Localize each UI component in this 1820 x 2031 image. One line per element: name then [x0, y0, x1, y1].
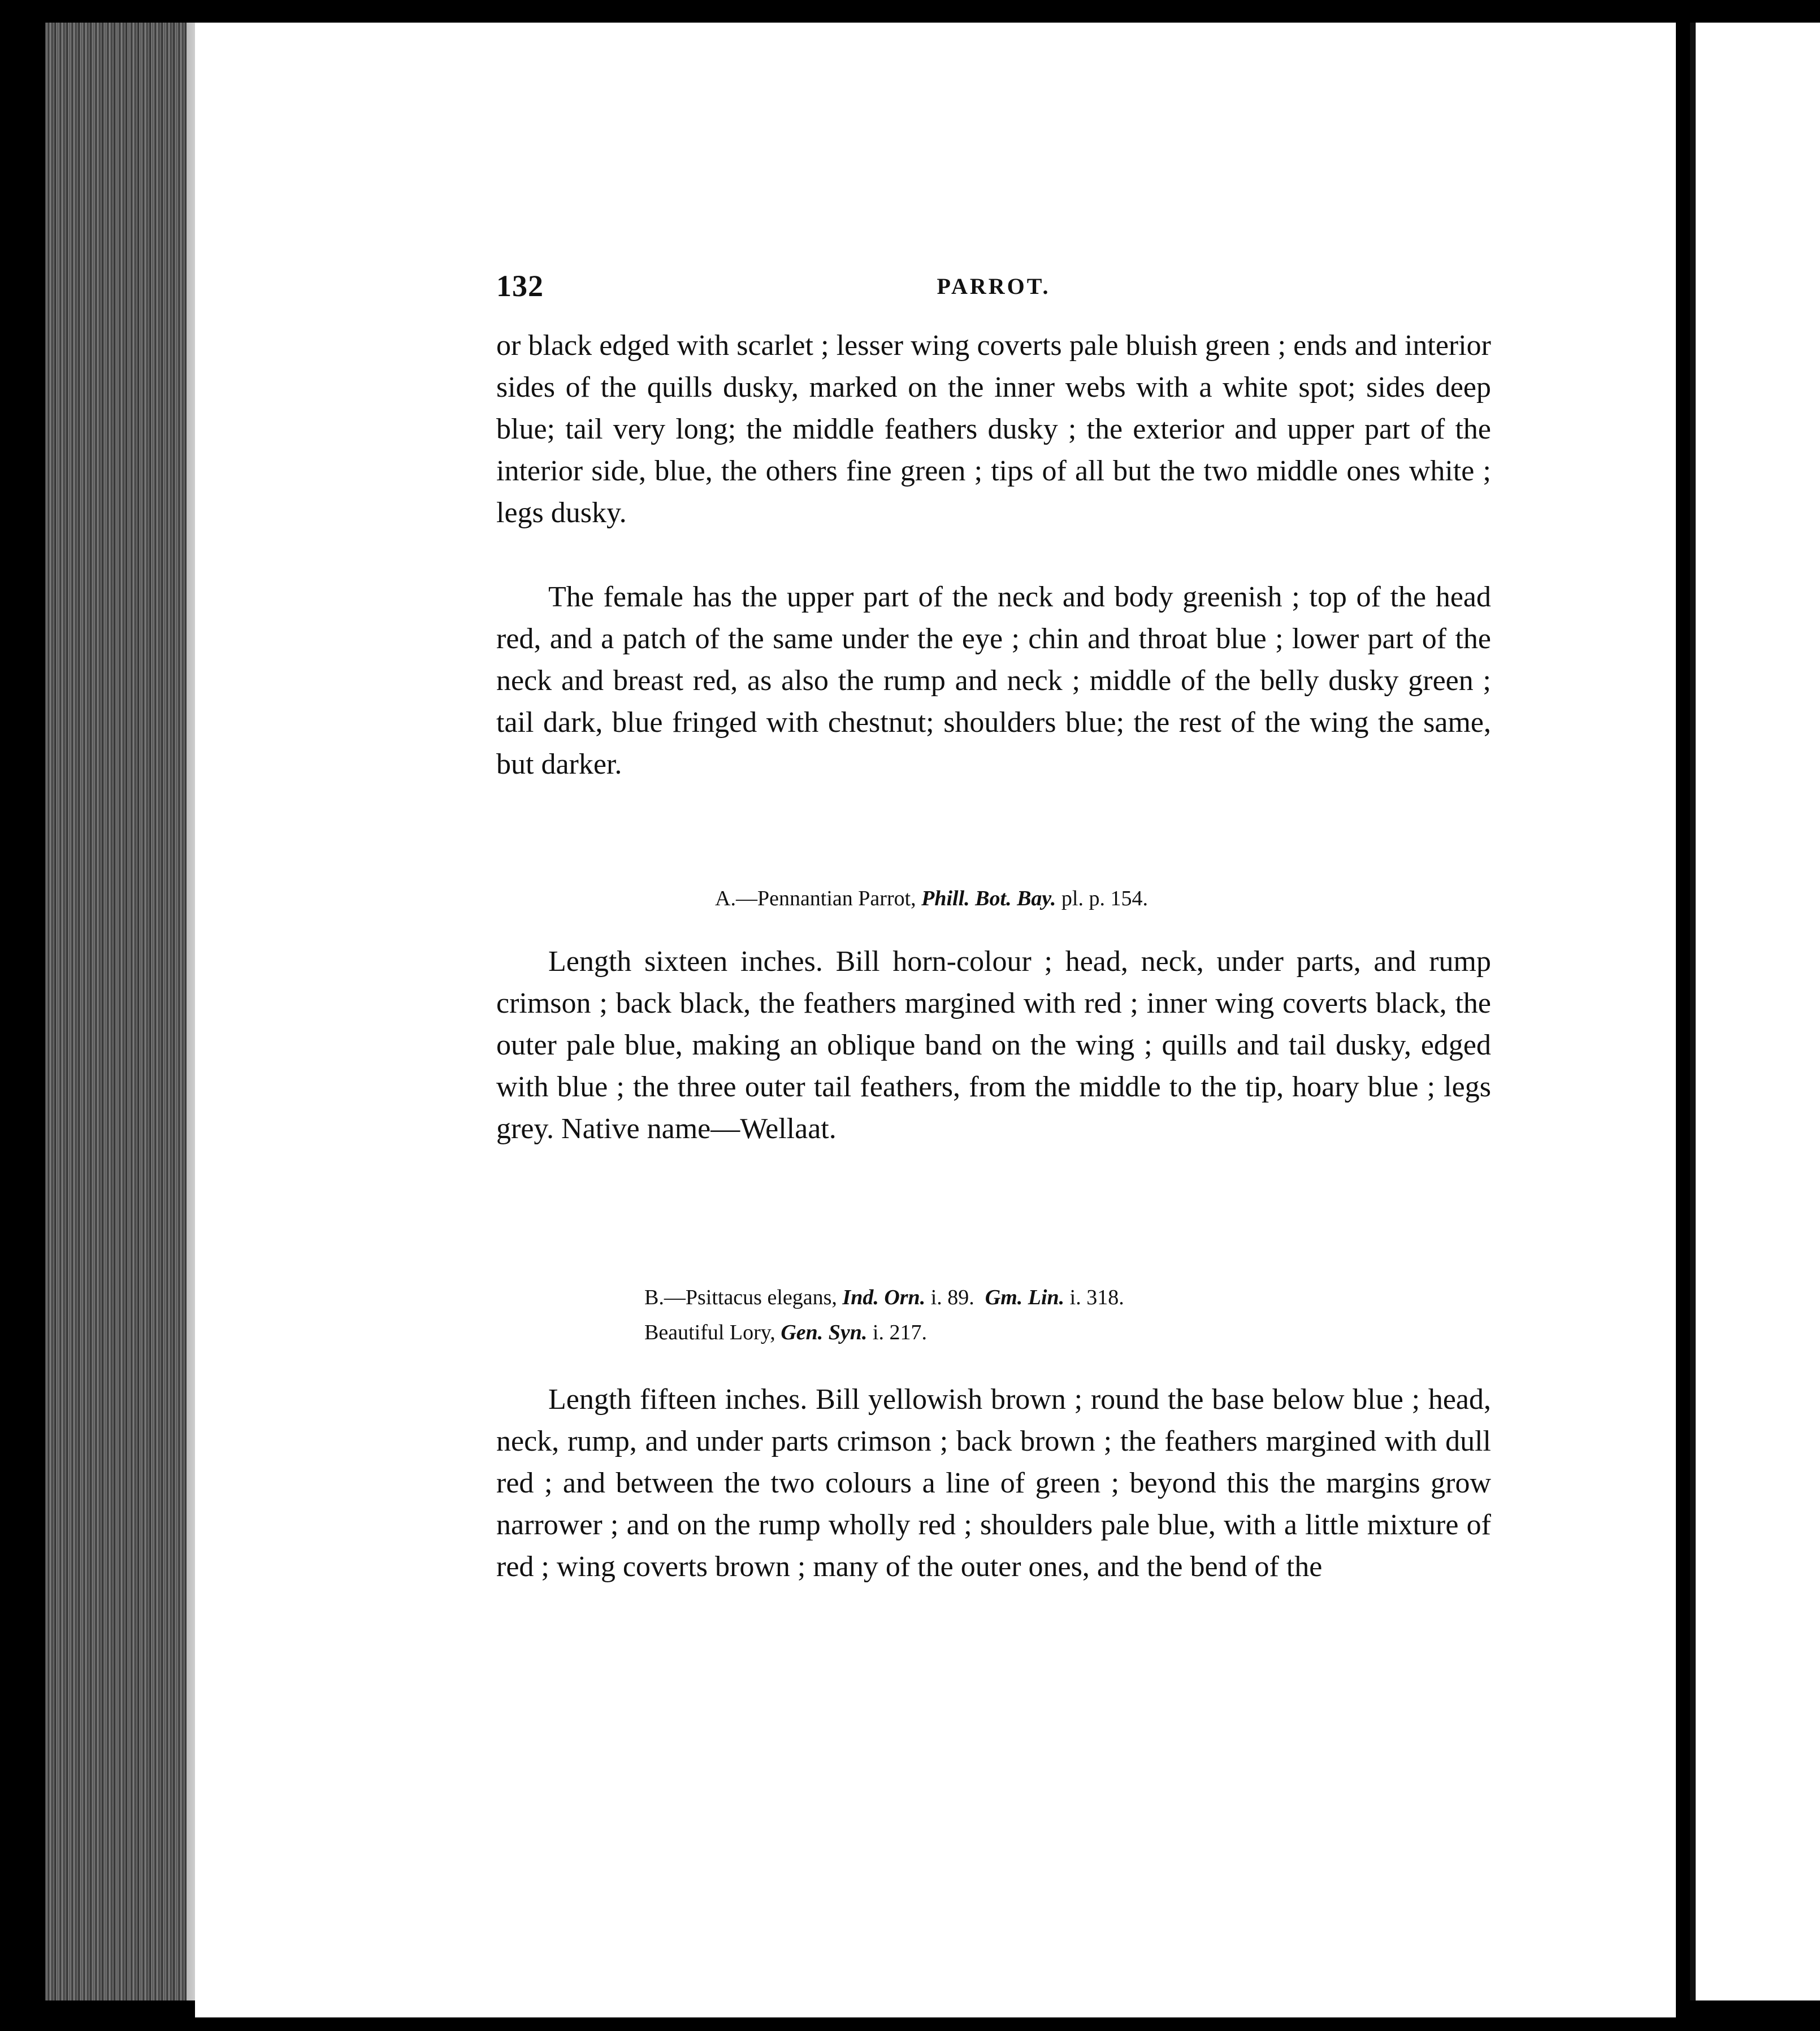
reference-b-mid: i. 89. [930, 1286, 974, 1309]
reference-a-prefix: A.—Pennantian Parrot, [715, 887, 916, 910]
paragraph-variety-b: Length fifteen inches. Bill yellowish brown ; round the base below blue ; head, neck, rump, and under parts crimson ; back brown ; the feathers margined with dull red ; and between the two colours a line of green ; beyond this the margins grow narrower ; and on the rump wholly red ; shoulders pale blue, with a little mixture of red ; wing coverts brown ; many of the outer ones, and the bend of the [496, 1383, 1491, 1583]
reference-b-source1: Ind. Orn. [842, 1286, 926, 1309]
paragraph-continuation: or black edged with scarlet ; lesser wing coverts pale bluish green ; ends and interior sides of the quills dusky, marked on the inner webs with a white spot; sides deep blue; tail very long; the middle feathers dusky ; the exterior and upper part of the interior side, blue, the others fine green ; tips of all but the two middle ones white ; legs dusky. [496, 329, 1491, 529]
reference-a-source: Phill. Bot. Bay. [921, 887, 1056, 910]
reference-b2-source: Gen. Syn. [781, 1321, 868, 1344]
running-head: PARROT. [937, 274, 1051, 299]
reference-b-line1 [644, 1282, 1124, 1313]
reference-b-suffix: i. 318. [1069, 1286, 1124, 1309]
page-header [496, 268, 1491, 302]
paragraph-female-description: The female has the upper part of the neck and body greenish ; top of the head red, and a patch of the same under the eye ; chin and throat blue ; lower part of the neck and breast red, as also the rump and neck ; middle of the belly dusky green ; tail dark, blue fringed with chestnut; shoulders blue; the rest of the wing the same, but darker. [496, 581, 1491, 780]
reference-b2-suffix: i. 217. [872, 1321, 927, 1344]
reference-b-prefix: B.—Psittacus elegans, [644, 1286, 837, 1309]
reference-b-source2: Gm. Lin. [985, 1286, 1065, 1309]
reference-b-line2 [644, 1317, 927, 1348]
reference-b2-prefix: Beautiful Lory, [644, 1321, 775, 1344]
reference-a [715, 883, 1148, 914]
page-number: 132 [496, 269, 544, 303]
paragraph-variety-a: Length sixteen inches. Bill horn-colour ; head, neck, under parts, and rump crimson ; back black, the feathers margined with red ; inner wing coverts black, the outer pale blue, making an oblique band on the wing ; quills and tail dusky, edged with blue ; the three outer tail feathers, from the middle to the tip, hoary blue ; legs grey. Native name—Wellaat. [496, 945, 1491, 1145]
adjacent-page-edge [1690, 23, 1820, 2000]
reference-a-suffix: pl. p. 154. [1061, 887, 1148, 910]
book-page-edge [45, 23, 209, 2000]
